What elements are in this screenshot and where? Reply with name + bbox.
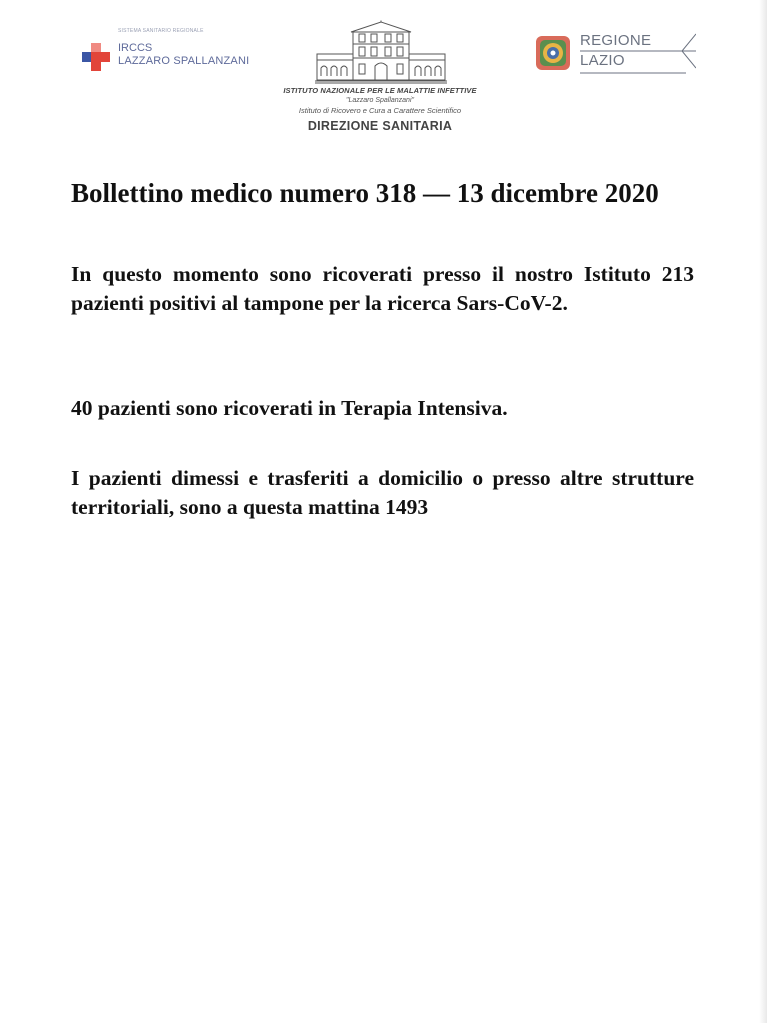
regione-line2: LAZIO — [580, 52, 625, 69]
institute-description: Istituto di Ricovero e Cura a Carattere Scientifico — [298, 106, 462, 115]
institute-subtitle: "Lazzaro Spallanzani" — [345, 97, 414, 104]
institute-building-icon — [315, 20, 447, 84]
paragraph-hospitalized: In questo momento sono ricoverati presso il nostro Istituto 213 pazienti positivi al tampone per la ricerca Sars-CoV-2. — [71, 262, 694, 315]
logo-tiny-text: SISTEMA SANITARIO REGIONALE — [118, 28, 204, 34]
logo-name-line2: LAZZARO SPALLANZANI — [118, 55, 250, 67]
regione-lazio-logo — [532, 30, 697, 76]
page-edge-shadow — [759, 0, 767, 1023]
regione-emblem-icon — [532, 32, 574, 74]
logo-name-line1: IRCCS — [118, 42, 153, 54]
institute-heading — [230, 86, 530, 133]
paragraph-discharged: I pazienti dimessi e trasferiti a domicilio o presso altre strutture territoriali, sono a questa mattina 1493 — [71, 466, 694, 519]
medical-cross-icon — [80, 41, 112, 73]
regione-line1: REGIONE — [580, 32, 652, 49]
bulletin-title: Bollettino medico numero 318 — 13 dicembre 2020 — [71, 178, 659, 208]
department-name: DIREZIONE SANITARIA — [307, 119, 453, 133]
paragraph-intensive-care: 40 pazienti sono ricoverati in Terapia Intensiva. — [71, 396, 508, 420]
spallanzani-logo — [80, 28, 280, 78]
institute-name: ISTITUTO NAZIONALE PER LE MALATTIE INFETTIVE — [283, 86, 477, 95]
